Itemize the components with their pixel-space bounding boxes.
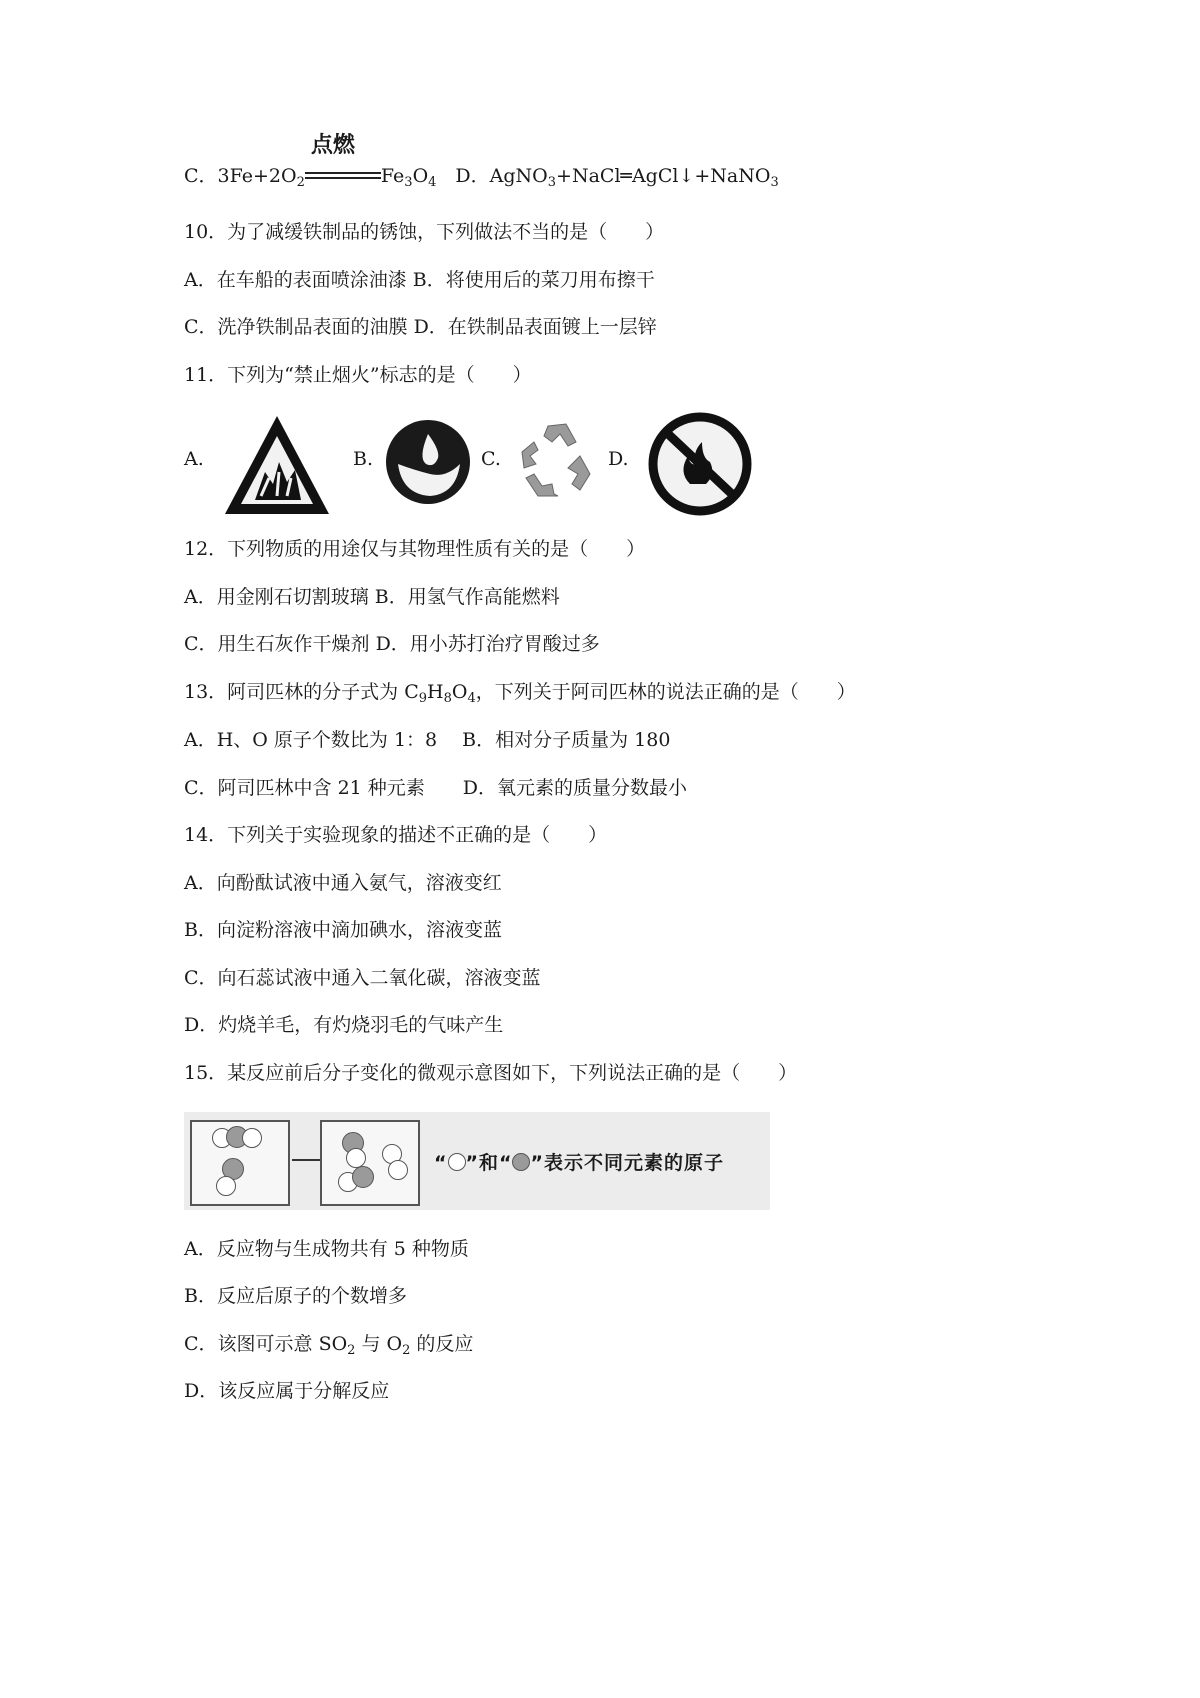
question-15: 15．某反应前后分子变化的微观示意图如下，下列说法正确的是（ ）: [184, 1062, 798, 1084]
question-12: 12．下列物质的用途仅与其物理性质有关的是（ ）: [184, 538, 646, 560]
q12-options-ab: A．用金刚石切割玻璃 B．用氢气作高能燃料: [184, 586, 560, 608]
q12-options-cd: C．用生石灰作干燥剂 D．用小苏打治疗胃酸过多: [184, 633, 600, 655]
q11-option-a-label: A.: [184, 448, 204, 470]
q15-option-d: D．该反应属于分解反应: [184, 1380, 390, 1402]
reaction-condition: 点燃: [310, 133, 355, 158]
no-fire-icon: [644, 412, 756, 516]
reaction-diagram: [184, 1112, 770, 1210]
q13-options-cd: C．阿司匹林中含 21 种元素 D．氧元素的质量分数最小: [184, 777, 688, 799]
before-reaction-box: [190, 1120, 290, 1206]
q13-options-ab: A．H、O 原子个数比为 1：8 B．相对分子质量为 180: [184, 729, 671, 751]
q11-option-d-label: D.: [608, 448, 629, 470]
question-13: 13．阿司匹林的分子式为 $C_9H_8O_4$，下列关于阿司匹林的说法正确的是（ ）: [184, 681, 856, 706]
reaction-condition-arrow: [305, 133, 381, 189]
question-10: 10．为了减缓铁制品的锈蚀，下列做法不当的是（ ）: [184, 221, 665, 243]
question-11: 11．下列为“禁止烟火”标志的是（ ）: [184, 364, 532, 386]
q15-option-a: A．反应物与生成物共有 5 种物质: [184, 1238, 469, 1260]
q10-options-ab: A．在车船的表面喷涂油漆 B．将使用后的菜刀用布擦干: [184, 269, 655, 291]
q15-option-c: C．该图可示意 $SO_2$ 与 $O_2$ 的反应: [184, 1333, 474, 1358]
white-atom-icon: [448, 1153, 466, 1171]
q10-options-cd: C．洗净铁制品表面的油膜 D．在铁制品表面镀上一层锌: [184, 316, 657, 338]
question-14: 14．下列关于实验现象的描述不正确的是（ ）: [184, 824, 608, 846]
q11-option-c-label: C.: [481, 448, 501, 470]
q9-option-c-d: C．$3Fe+2O_2$ 点燃 $Fe_3O_4$ D．AgNO$_3$+NaCl═AgCl↓+NaNO$_3$: [184, 133, 779, 190]
q14-option-b: B．向淀粉溶液中滴加碘水，溶液变蓝: [184, 919, 502, 941]
water-drop-icon: [384, 412, 472, 512]
q14-option-d: D．灼烧羊毛，有灼烧羽毛的气味产生: [184, 1014, 504, 1036]
atom-legend: “ ”和“ ”表示不同元素的原子: [434, 1152, 724, 1174]
after-reaction-box: [320, 1120, 420, 1206]
q15-option-b: B．反应后原子的个数增多: [184, 1285, 407, 1307]
explosive-warning-icon: [221, 412, 333, 518]
q14-option-c: C．向石蕊试液中通入二氧化碳，溶液变蓝: [184, 967, 541, 989]
recycle-icon: [514, 412, 598, 512]
gray-atom-icon: [512, 1153, 530, 1171]
q11-option-b-label: B.: [353, 448, 374, 470]
q14-option-a: A．向酚酞试液中通入氨气，溶液变红: [184, 872, 502, 894]
